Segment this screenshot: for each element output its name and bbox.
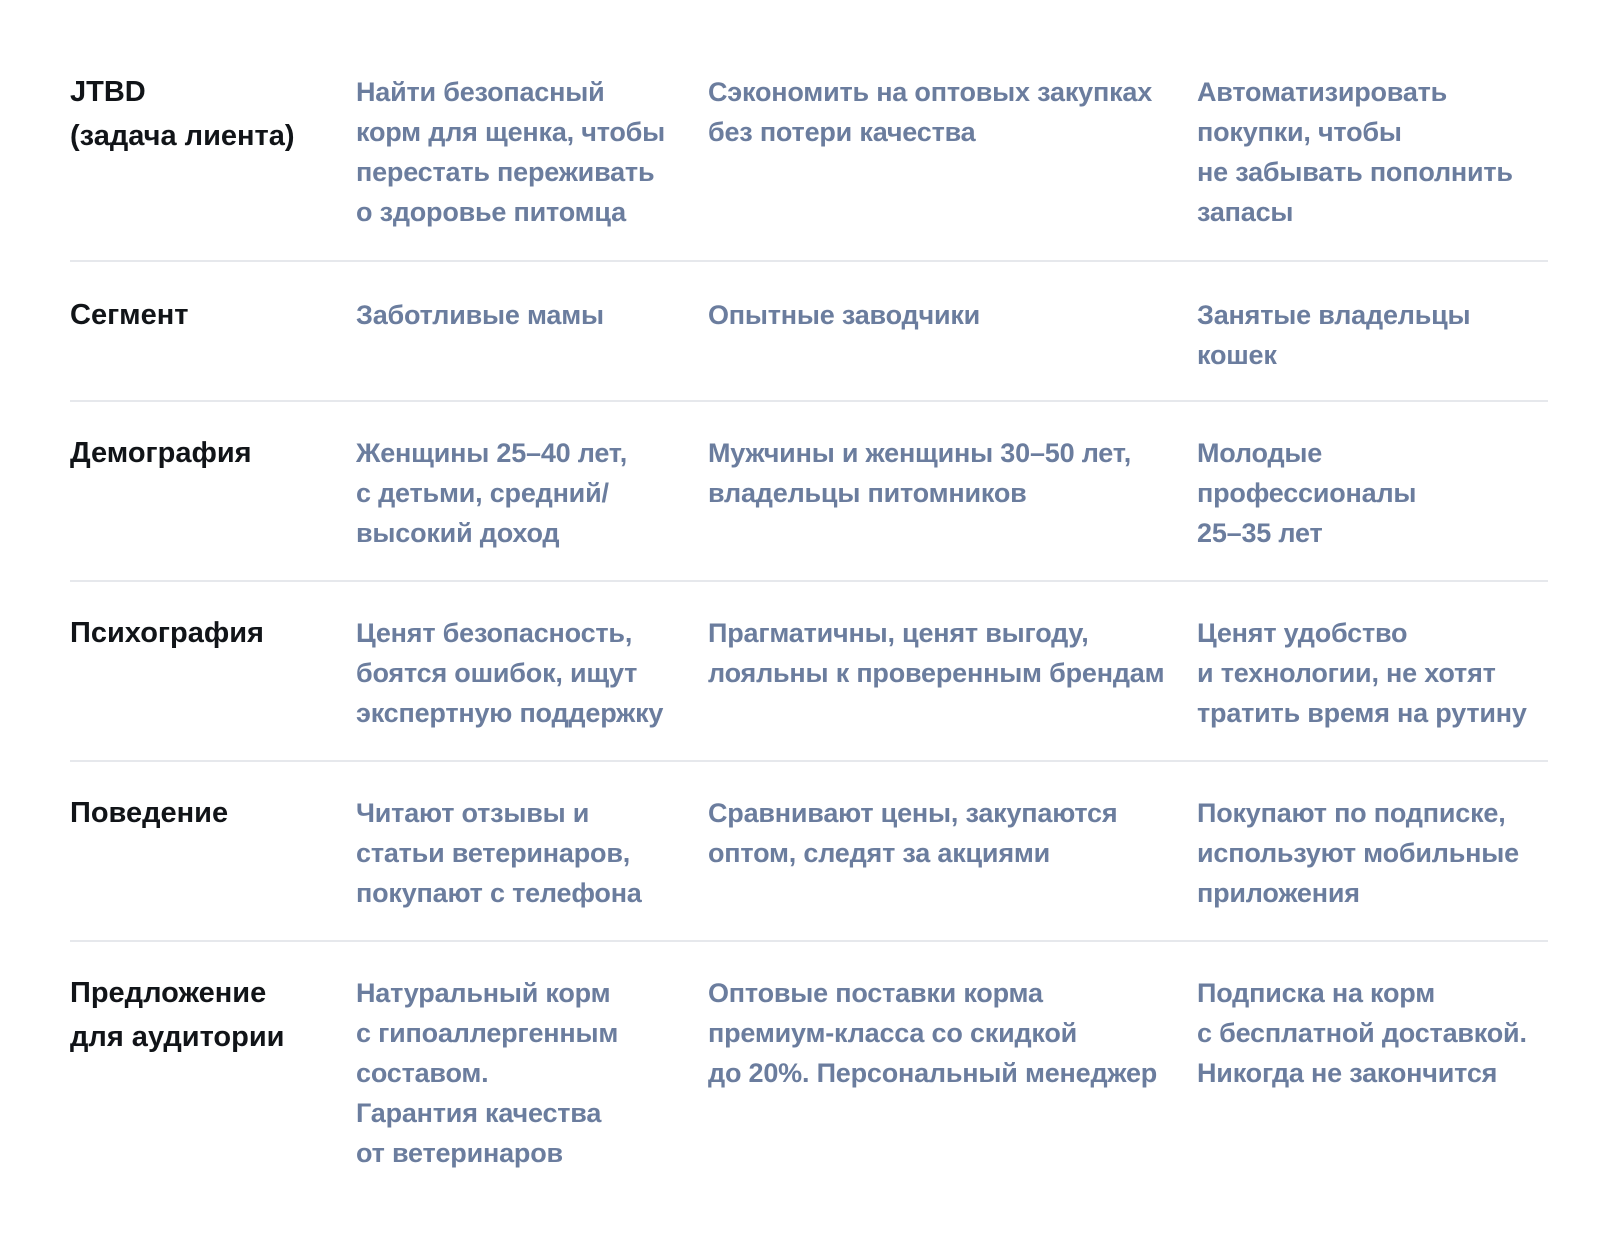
- cell-offer-segment-3: Подписка на корм с бесплатной доставкой. Никогда не закончится: [1197, 978, 1527, 1088]
- cell-behavior-segment-2: Сравнивают цены, закупаются оптом, следят за акциями: [708, 798, 1118, 868]
- cell-behavior-segment-1: Читают отзывы и статьи ветеринаров, покупают с телефона: [356, 798, 642, 908]
- cell-demography-segment-1: Женщины 25–40 лет, с детьми, средний/ высокий доход: [356, 438, 628, 548]
- cell-jtbd-segment-2: Сэкономить на оптовых закупках без потери качества: [708, 77, 1153, 147]
- cell-jtbd-segment-3: Автоматизировать покупки, чтобы не забывать пополнить запасы: [1197, 77, 1513, 227]
- cell-segment-segment-3: Занятые владельцы кошек: [1197, 300, 1471, 370]
- table-row-jtbd: [70, 68, 1548, 262]
- cell-offer-segment-1: Натуральный корм с гипоаллергенным составом. Гарантия качества от ветеринаров: [356, 978, 619, 1168]
- cell-segment-segment-1: Заботливые мамы: [356, 300, 604, 330]
- table-row-offer: [70, 942, 1548, 1182]
- table-row-psychography: [70, 582, 1548, 762]
- row-header-behavior: Поведение: [70, 797, 229, 829]
- row-header-segment: Сегмент: [70, 299, 189, 331]
- cell-segment-segment-2: Опытные заводчики: [708, 300, 981, 330]
- cell-demography-segment-3: Молодые профессионалы 25–35 лет: [1197, 438, 1417, 548]
- segmentation-table: [70, 68, 1548, 1182]
- table-row-behavior: [70, 762, 1548, 942]
- row-header-jtbd: JTBD (задача лиента): [70, 76, 295, 152]
- cell-behavior-segment-3: Покупают по подписке, используют мобильные приложения: [1197, 798, 1519, 908]
- cell-demography-segment-2: Мужчины и женщины 30–50 лет, владельцы питомников: [708, 438, 1132, 508]
- cell-psychography-segment-3: Ценят удобство и технологии, не хотят тратить время на рутину: [1197, 618, 1527, 728]
- cell-jtbd-segment-1: Найти безопасный корм для щенка, чтобы перестать переживать о здоровье питомца: [356, 77, 666, 227]
- cell-psychography-segment-1: Ценят безопасность, боятся ошибок, ищут экспертную поддержку: [356, 618, 664, 728]
- cell-psychography-segment-2: Прагматичны, ценят выгоду, лояльны к проверенным брендам: [708, 618, 1165, 688]
- table-row-demography: [70, 402, 1548, 582]
- cell-offer-segment-2: Оптовые поставки корма премиум-класса со скидкой до 20%. Персональный менеджер: [708, 978, 1158, 1088]
- table-row-segment: [70, 262, 1548, 402]
- row-header-demography: Демография: [70, 437, 252, 469]
- row-header-offer: Предложение для аудитории: [70, 977, 285, 1053]
- row-header-psychography: Психография: [70, 617, 264, 649]
